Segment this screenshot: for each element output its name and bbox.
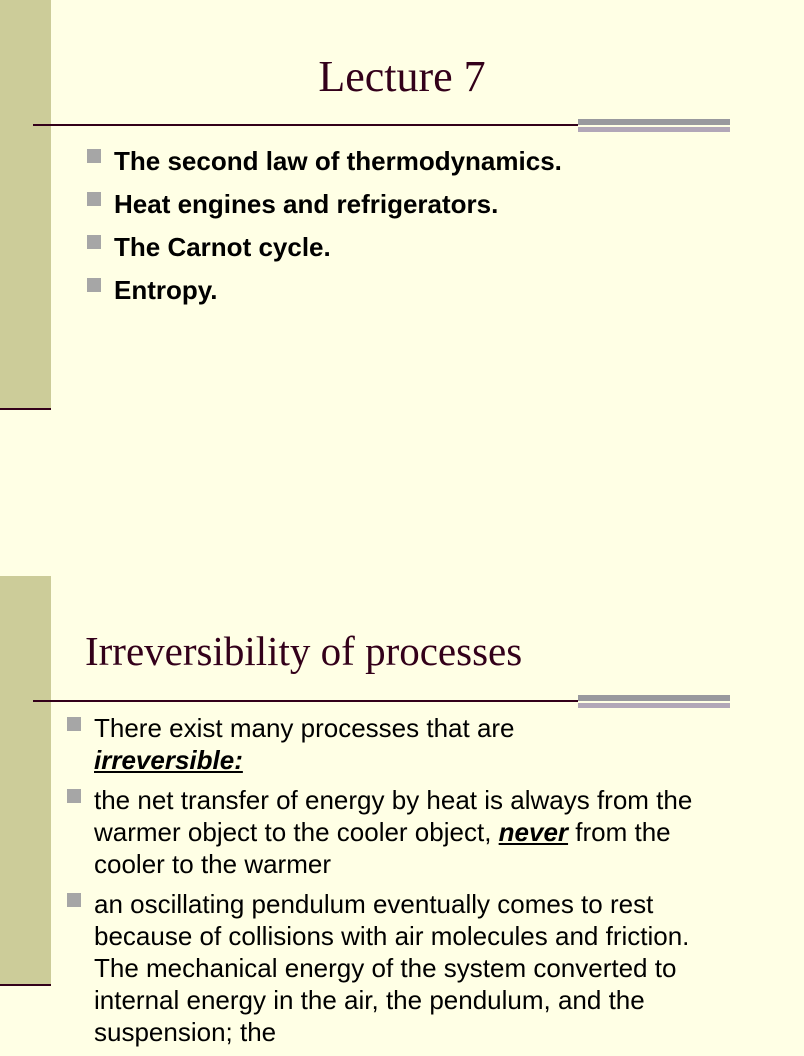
bullet-text: Entropy. bbox=[114, 275, 218, 305]
bullet-text: an oscillating pendulum eventually comes to rest because of collisions with air molecules and friction. The mechanical energy of the system converted to internal energy in the air, the pendulum, and the suspension; the bbox=[94, 889, 690, 1047]
bullet-item bbox=[87, 183, 727, 226]
slide-title: Irreversibility of processes bbox=[85, 628, 523, 674]
title-rule-accent bbox=[578, 119, 730, 133]
bullet-item bbox=[67, 888, 727, 1048]
accent-stripe bbox=[578, 695, 730, 701]
slide-title: Lecture 7 bbox=[318, 52, 486, 101]
square-bullet-icon bbox=[67, 893, 81, 907]
title-rule bbox=[33, 700, 578, 702]
square-bullet-icon bbox=[87, 192, 101, 206]
side-bar-tick bbox=[0, 408, 51, 410]
bullet-text: The Carnot cycle. bbox=[114, 232, 331, 262]
bullet-text: Heat engines and refrigerators. bbox=[114, 189, 499, 219]
slide-side-bar bbox=[0, 576, 51, 986]
slide-irreversibility bbox=[0, 576, 768, 1047]
square-bullet-icon bbox=[87, 149, 101, 163]
accent-stripe bbox=[578, 119, 730, 125]
square-bullet-icon bbox=[87, 278, 101, 292]
emphasized-term: irreversible: bbox=[94, 745, 243, 775]
bullet-list bbox=[67, 712, 727, 1056]
slide-lecture-7 bbox=[0, 0, 768, 500]
bullet-text: the net transfer of energy by heat is always from the warmer object to the cooler object, bbox=[94, 785, 693, 847]
bullet-item bbox=[67, 712, 727, 776]
title-rule bbox=[33, 124, 578, 126]
square-bullet-icon bbox=[67, 789, 81, 803]
bullet-item bbox=[87, 269, 727, 312]
bullet-item bbox=[87, 226, 727, 269]
side-bar-tick bbox=[0, 984, 51, 986]
bullet-item bbox=[67, 784, 727, 880]
emphasized-term: never bbox=[498, 817, 569, 847]
bullet-list bbox=[87, 140, 727, 312]
bullet-text: The second law of thermodynamics. bbox=[114, 146, 562, 176]
bullet-text: from the cooler to the warmer bbox=[94, 817, 671, 879]
square-bullet-icon bbox=[87, 235, 101, 249]
square-bullet-icon bbox=[67, 717, 81, 731]
accent-stripe bbox=[578, 703, 730, 708]
title-rule-accent bbox=[578, 695, 730, 709]
accent-stripe bbox=[578, 127, 730, 132]
bullet-text: There exist many processes that are bbox=[94, 713, 515, 743]
bullet-item bbox=[87, 140, 727, 183]
